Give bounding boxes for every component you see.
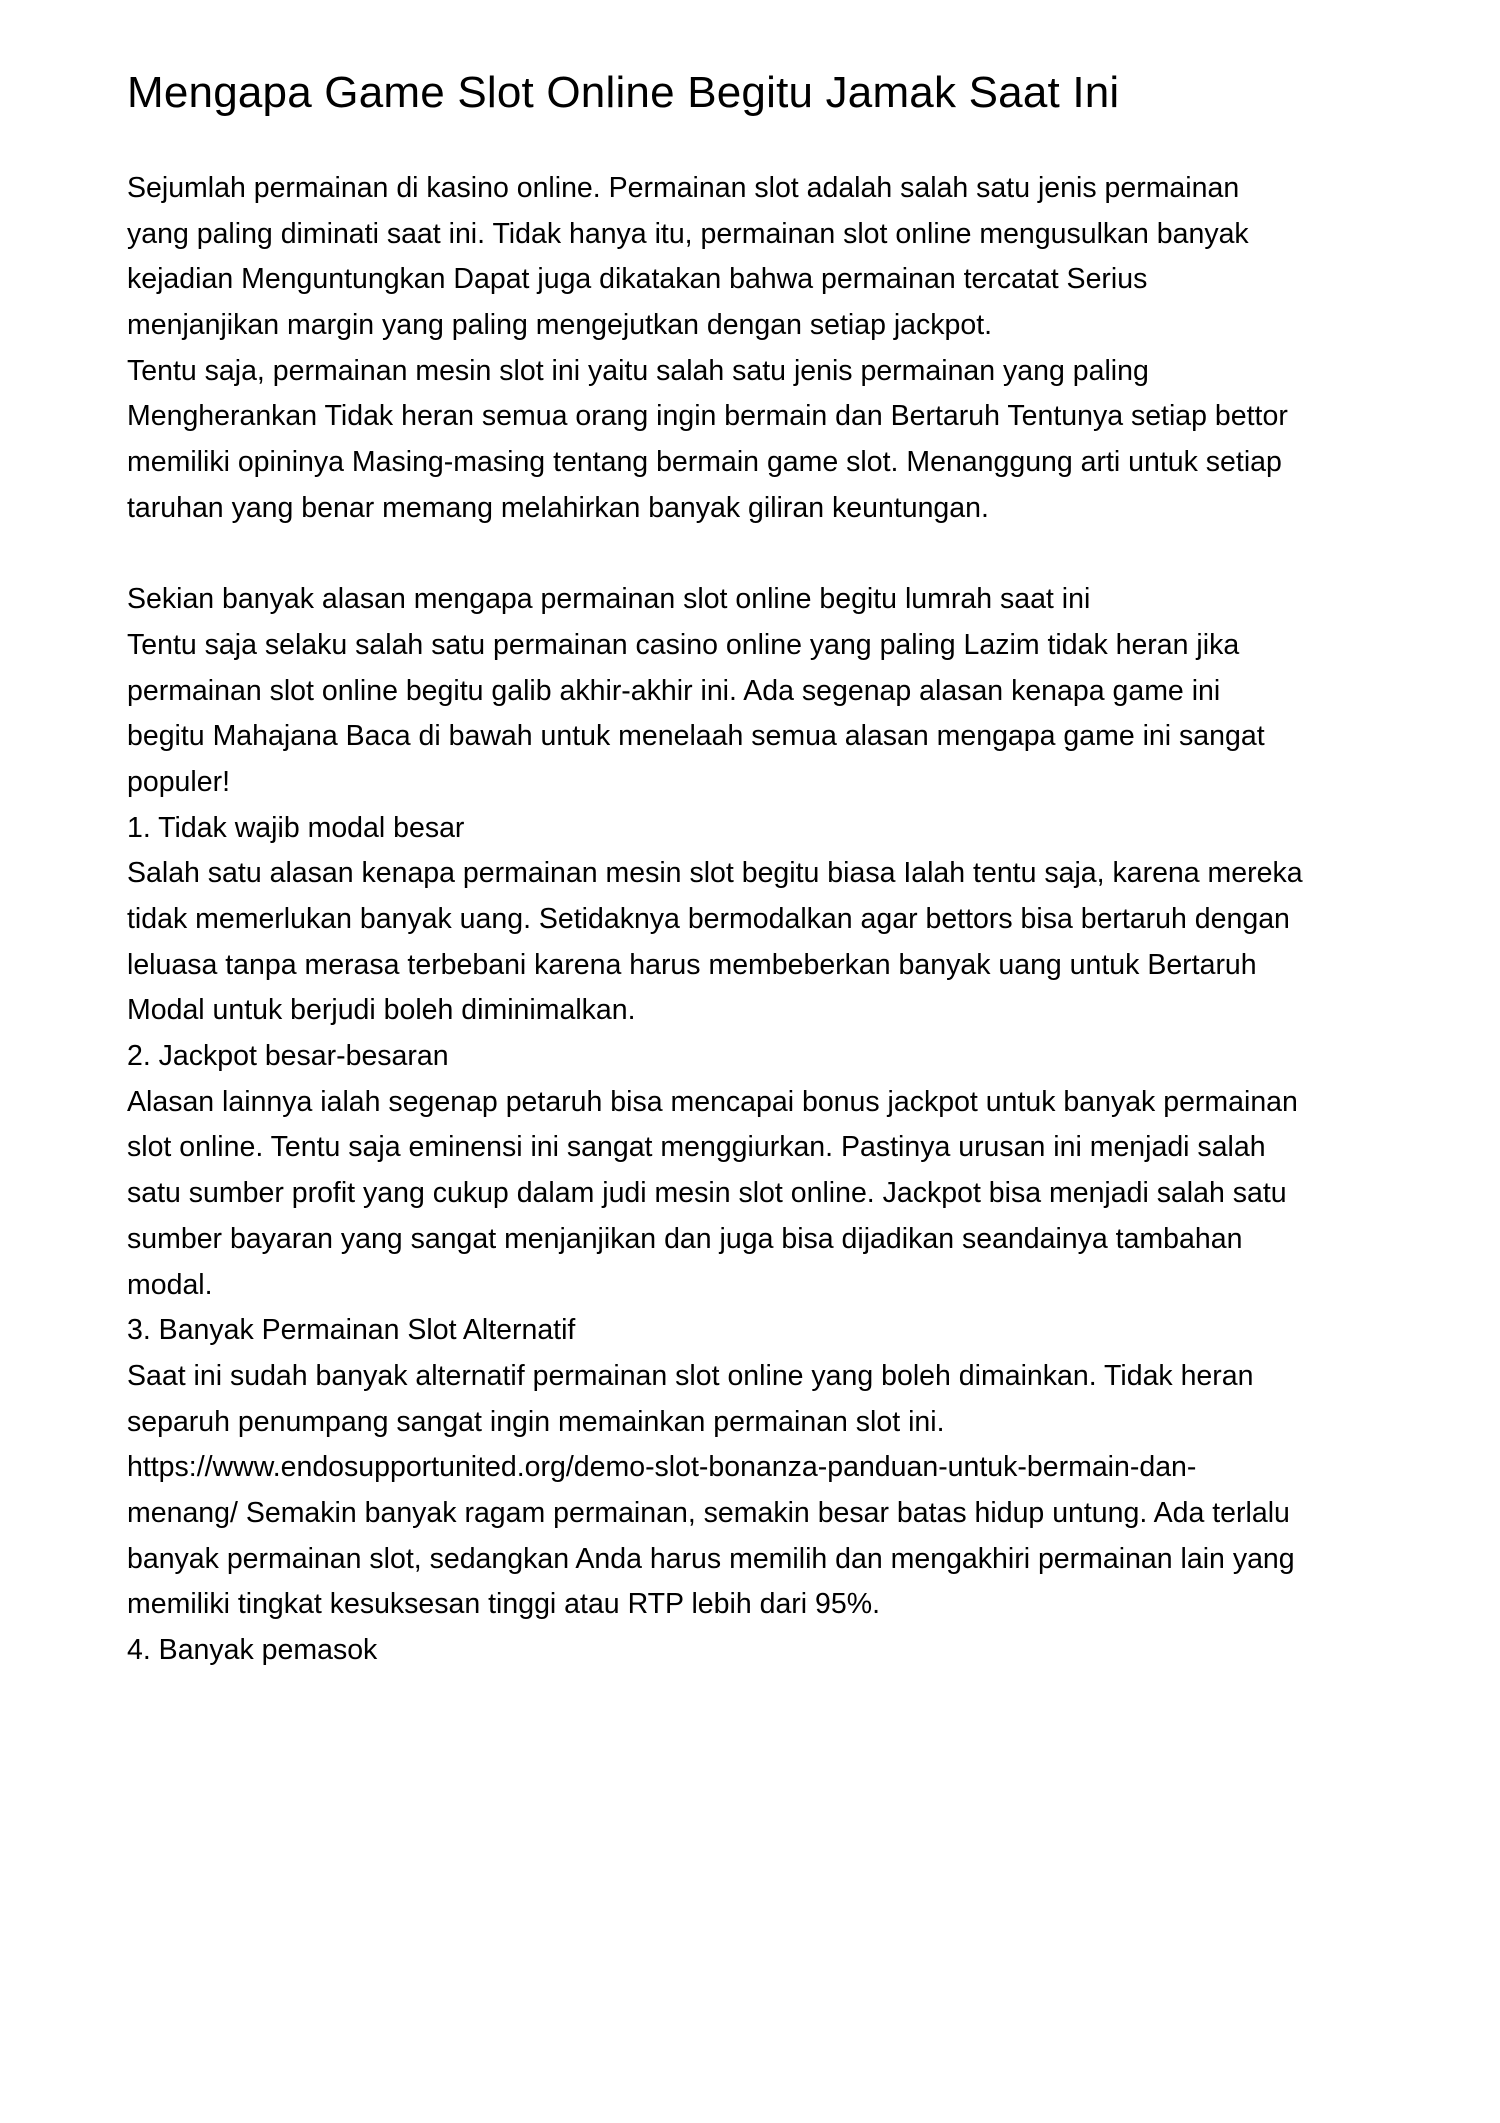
text-line: permainan slot online begitu galib akhir-akhir ini. Ada segenap alasan kenapa game ini	[127, 674, 1221, 707]
text-line: https://www.endosupportunited.org/demo-slot-bonanza-panduan-untuk-bermain-dan-	[127, 1451, 1197, 1484]
text-line: taruhan yang benar memang melahirkan banyak giliran keuntungan.	[127, 491, 989, 524]
text-line: tidak memerlukan banyak uang. Setidaknya bermodalkan agar bettors bisa bertaruh dengan	[127, 903, 1290, 935]
text-line: menjanjikan margin yang paling mengejutkan dengan setiap jackpot.	[127, 309, 993, 342]
text-line: Alasan lainnya ialah segenap petaruh bisa mencapai bonus jackpot untuk banyak permainan	[127, 1085, 1298, 1118]
document-title: Mengapa Game Slot Online Begitu Jamak Saat Ini	[127, 68, 1120, 117]
text-line: memiliki opininya Masing-masing tentang bermain game slot. Menanggung arti untuk setiap	[127, 446, 1282, 479]
text-line: begitu Mahajana Baca di bawah untuk menelaah semua alasan mengapa game ini sangat	[127, 720, 1265, 753]
text-line: Salah satu alasan kenapa permainan mesin slot begitu biasa Ialah tentu saja, karena mereka	[127, 857, 1303, 890]
text-line: modal.	[127, 1268, 213, 1301]
text-line: slot online. Tentu saja eminensi ini sangat menggiurkan. Pastinya urusan ini menjadi salah	[127, 1131, 1266, 1164]
text-line: menang/ Semakin banyak ragam permainan, semakin besar batas hidup untung. Ada terlalu	[127, 1496, 1290, 1529]
text-line: separuh penumpang sangat ingin memainkan permainan slot ini.	[127, 1405, 945, 1438]
document-body	[127, 166, 1407, 1674]
text-line: 2. Jackpot besar-besaran	[127, 1040, 449, 1073]
text-line: memiliki tingkat kesuksesan tinggi atau RTP lebih dari 95%.	[127, 1588, 880, 1621]
text-line: 3. Banyak Permainan Slot Alternatif	[127, 1314, 576, 1347]
paragraph-gap	[127, 532, 1407, 578]
text-line: satu sumber profit yang cukup dalam judi mesin slot online. Jackpot bisa menjadi salah satu	[127, 1177, 1287, 1210]
text-line: Mengherankan Tidak heran semua orang ingin bermain dan Bertaruh Tentunya setiap bettor	[127, 400, 1288, 433]
text-line: 4. Banyak pemasok	[127, 1634, 378, 1666]
text-line: kejadian Menguntungkan Dapat juga dikatakan bahwa permainan tercatat Serius	[127, 263, 1148, 296]
text-line: Saat ini sudah banyak alternatif permainan slot online yang boleh dimainkan. Tidak heran	[127, 1359, 1254, 1392]
text-line: Tentu saja selaku salah satu permainan casino online yang paling Lazim tidak heran jika	[127, 628, 1240, 661]
text-line: Sekian banyak alasan mengapa permainan slot online begitu lumrah saat ini	[127, 583, 1091, 616]
text-line: populer!	[127, 765, 230, 798]
text-line: Sejumlah permainan di kasino online. Permainan slot adalah salah satu jenis permainan	[127, 172, 1240, 204]
text-line: 1. Tidak wajib modal besar	[127, 811, 465, 844]
text-line: leluasa tanpa merasa terbebani karena harus membeberkan banyak uang untuk Bertaruh	[127, 948, 1257, 981]
text-line: sumber bayaran yang sangat menjanjikan dan juga bisa dijadikan seandainya tambahan	[127, 1222, 1243, 1255]
text-line: banyak permainan slot, sedangkan Anda harus memilih dan mengakhiri permainan lain yang	[127, 1542, 1295, 1575]
text-line: yang paling diminati saat ini. Tidak hanya itu, permainan slot online mengusulkan banyak	[127, 217, 1249, 250]
text-line: Tentu saja, permainan mesin slot ini yaitu salah satu jenis permainan yang paling	[127, 354, 1149, 387]
text-line: Modal untuk berjudi boleh diminimalkan.	[127, 994, 636, 1027]
